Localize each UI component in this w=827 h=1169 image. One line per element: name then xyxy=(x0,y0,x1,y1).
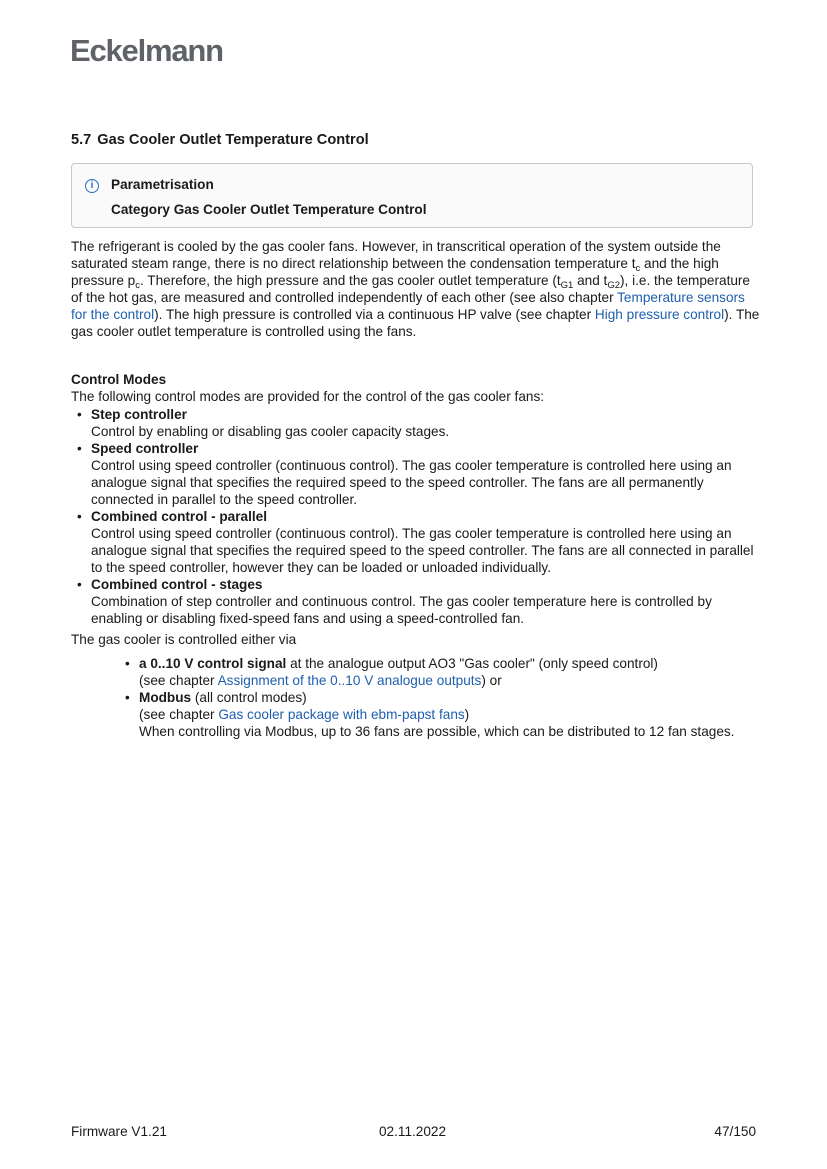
text: and t xyxy=(573,273,608,288)
link-analogue-outputs[interactable]: Assignment of the 0..10 V analogue outputs xyxy=(217,673,482,688)
list-item xyxy=(71,440,761,508)
eckelmann-logo: Eckelmann xyxy=(70,33,223,68)
text: (see chapter xyxy=(139,673,218,688)
link-gas-cooler-package[interactable]: Gas cooler package with ebm-papst fans xyxy=(218,707,465,722)
note-title: Parametrisation xyxy=(111,177,214,192)
link-high-pressure-control[interactable]: High pressure control xyxy=(594,307,725,322)
control-modes xyxy=(71,371,761,648)
firmware-version: Firmware V1.21 xyxy=(71,1124,167,1139)
list-item xyxy=(119,655,759,689)
list-item xyxy=(71,508,761,576)
item-title: Step controller xyxy=(91,407,187,422)
footer-date: 02.11.2022 xyxy=(379,1124,447,1139)
subscript: G1 xyxy=(560,280,574,291)
list-item xyxy=(119,689,759,740)
control-modes-intro: The following control modes are provided for the control of the gas cooler fans: xyxy=(71,389,545,404)
list-item xyxy=(71,406,761,440)
subscript: c xyxy=(135,280,140,291)
text: (see chapter xyxy=(139,707,219,722)
control-modes-heading: Control Modes xyxy=(71,372,167,387)
item-title: Modbus xyxy=(139,690,192,705)
text: and the high pressure p xyxy=(71,256,719,288)
note-text: Category Gas Cooler Outlet Temperature Control xyxy=(111,202,427,217)
subscript: c xyxy=(635,263,641,274)
control-modes-list xyxy=(71,406,761,627)
controlled-via-text: The gas cooler is controlled either via xyxy=(71,632,297,647)
item-text: Combination of step controller and continuous control. The gas cooler temperature here is controlled by enabling or disabling fixed-speed fans and using a speed-controlled fan. xyxy=(91,594,712,626)
item-text: Control using speed controller (continuous control). The gas cooler temperature is controlled here using an analogue signal that specifies the required speed to the speed controller. The fans are all connected in parallel to the speed controller, however they can be loaded or unloaded individually. xyxy=(91,526,754,575)
text: ) xyxy=(464,707,470,722)
text: ). The gas cooler outlet temperature is controlled using the fans. xyxy=(71,307,760,339)
page-number: 47/150 xyxy=(714,1124,756,1139)
item-title: Combined control - parallel xyxy=(91,509,267,524)
text: . Therefore, the high pressure and the gas cooler outlet temperature (t xyxy=(139,273,561,288)
text: ). The high pressure is controlled via a continuous HP valve (see chapter xyxy=(154,307,595,322)
item-title: Combined control - stages xyxy=(91,577,263,592)
text: ) or xyxy=(481,673,502,688)
item-title: a 0..10 V control signal xyxy=(139,656,287,671)
info-icon: i xyxy=(85,179,99,193)
text: The refrigerant is cooled by the gas cooler fans. However, in transcritical operation of the system outside the saturated steam range, there is no direct relationship between the condensation temperature t xyxy=(71,239,721,271)
section-heading xyxy=(71,132,369,149)
parametrisation-note xyxy=(71,163,753,228)
list-item xyxy=(71,576,761,627)
section-title: Gas Cooler Outlet Temperature Control xyxy=(97,132,369,148)
item-text: (all control modes) xyxy=(191,690,307,705)
subscript: G2 xyxy=(607,280,621,291)
item-text: Control by enabling or disabling gas cooler capacity stages. xyxy=(91,424,450,439)
item-title: Speed controller xyxy=(91,441,199,456)
control-via-list xyxy=(119,655,759,740)
intro-paragraph xyxy=(71,238,761,340)
item-text: at the analogue output AO3 "Gas cooler" (only speed control) xyxy=(286,656,658,671)
item-text: Control using speed controller (continuous control). The gas cooler temperature is controlled here using an analogue signal that specifies the required speed to the speed controller. The fans are all permanently connected in parallel to the speed controller. xyxy=(91,458,732,507)
text: ), i.e. the temperature of the hot gas, are measured and controlled independently of each other (see also chapter xyxy=(71,273,750,305)
text: When controlling via Modbus, up to 36 fans are possible, which can be distributed to 12 fan stages. xyxy=(139,724,735,739)
section-number: 5.7 xyxy=(71,132,92,148)
link-temperature-sensors[interactable]: Temperature sensors for the control xyxy=(71,290,745,322)
